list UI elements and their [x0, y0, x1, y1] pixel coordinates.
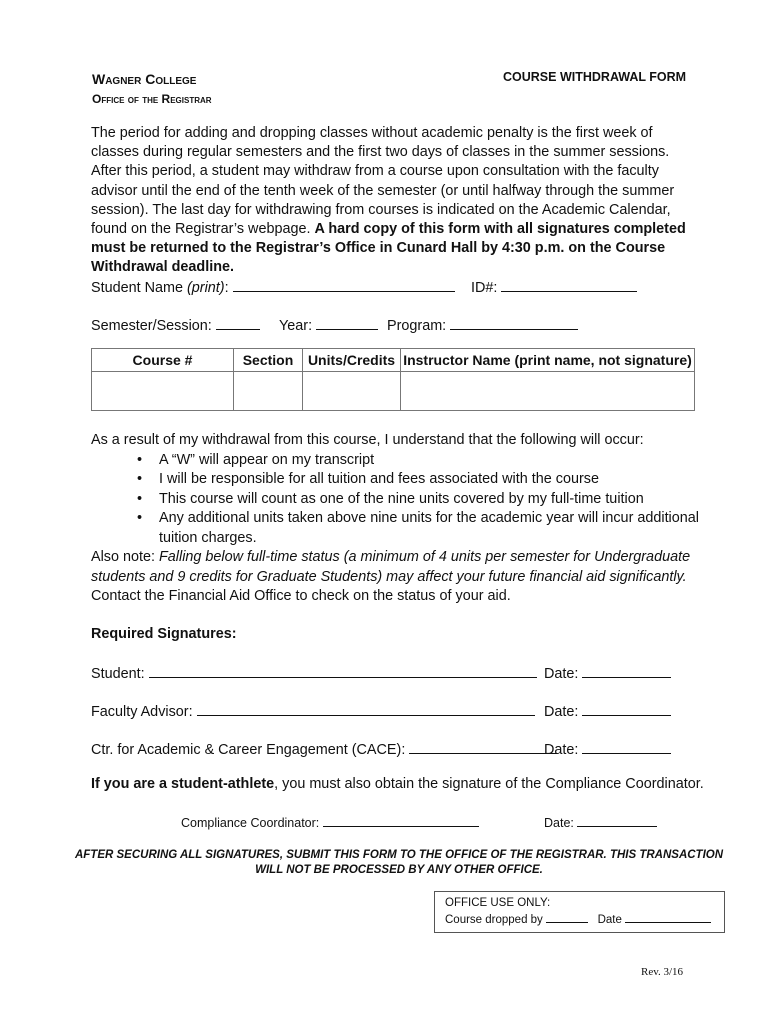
office-use-row	[445, 911, 724, 928]
compliance-signature-field[interactable]	[323, 814, 479, 827]
cace-signature-field[interactable]	[409, 739, 557, 754]
office-use-box	[434, 891, 725, 933]
student-name-field[interactable]	[233, 277, 455, 292]
student-signature-row	[91, 663, 537, 682]
student-date-row	[544, 663, 671, 682]
semester-row	[91, 315, 260, 335]
cace-date-field[interactable]	[582, 739, 671, 754]
id-label: ID#:	[471, 280, 498, 296]
advisor-date-field[interactable]	[582, 701, 671, 716]
financial-aid-note	[91, 548, 701, 587]
semester-label: Semester/Session:	[91, 318, 212, 334]
student-signature-label: Student:	[91, 666, 145, 682]
year-field[interactable]	[316, 315, 378, 330]
consequences-intro: As a result of my withdrawal from this course, I understand that the following will occur:	[91, 432, 644, 448]
list-item: • This course will count as one of the nine units covered by my full-time tuition	[159, 490, 701, 510]
cace-date-label: Date:	[544, 742, 579, 758]
cace-date-row	[544, 739, 671, 758]
student-date-label: Date:	[544, 666, 579, 682]
list-item: • Any additional units taken above nine units for the academic year will incur additional tuition charges.	[159, 509, 701, 548]
consequences-section	[91, 431, 701, 607]
note-contact: Contact the Financial Aid Office to check on the status of your aid.	[91, 588, 511, 604]
col-course-number: Course #	[92, 349, 234, 372]
student-name-row	[91, 277, 455, 297]
course-number-cell[interactable]	[92, 372, 234, 411]
athlete-rest: , you must also obtain the signature of the Compliance Coordinator.	[274, 776, 704, 792]
final-notice	[60, 848, 738, 878]
compliance-date-field[interactable]	[577, 814, 657, 827]
program-row	[387, 315, 578, 335]
athlete-note	[91, 776, 704, 792]
student-name-print-hint: (print)	[187, 280, 225, 296]
advisor-signature-label: Faculty Advisor:	[91, 704, 193, 720]
cace-signature-label: Ctr. for Academic & Career Engagement (CACE):	[91, 742, 406, 758]
course-table-header-row	[92, 349, 695, 372]
student-name-colon: :	[224, 280, 229, 296]
col-instructor-name: Instructor Name (print name, not signature)	[401, 349, 695, 372]
athlete-bold: If you are a student-athlete	[91, 776, 275, 792]
note-label: Also note:	[91, 549, 159, 565]
program-field[interactable]	[450, 315, 578, 330]
office-date-label: Date	[597, 914, 622, 926]
list-item: • I will be responsible for all tuition and fees associated with the course	[159, 470, 701, 490]
intro-text: The period for adding and dropping classes without academic penalty is the first week of classes during regular semesters and the first two days of classes in the summer sessions. After this period, a student may withdraw from a course upon consultation with the faculty advisor until the end of the tenth week of the semester (or until halfway through the summer session). The last day for withdrawing from courses is indicated on the Academic Calendar, found on the Registrar’s webpage.	[91, 125, 675, 238]
office-use-title: OFFICE USE ONLY:	[445, 897, 551, 909]
id-row	[471, 277, 637, 297]
advisor-date-row	[544, 701, 671, 720]
list-item: • A “W” will appear on my transcript	[159, 451, 701, 471]
header-block	[92, 70, 212, 108]
final-notice-line1: AFTER SECURING ALL SIGNATURES, SUBMIT THIS FORM TO THE OFFICE OF THE REGISTRAR. THIS TRANSACTION	[74, 849, 724, 861]
col-section: Section	[234, 349, 303, 372]
semester-field[interactable]	[216, 315, 260, 330]
dropped-by-label: Course dropped by	[445, 914, 543, 926]
instructor-cell[interactable]	[401, 372, 695, 411]
compliance-date-row	[544, 814, 657, 830]
compliance-label: Compliance Coordinator:	[181, 816, 320, 830]
compliance-date-label: Date:	[544, 816, 574, 830]
advisor-signature-field[interactable]	[197, 701, 535, 716]
year-label: Year:	[279, 318, 313, 334]
units-cell[interactable]	[303, 372, 401, 411]
college-name: Wagner College	[92, 71, 197, 87]
intro-bold-text: A hard copy of this form with all signatures completed must be returned to the Registrar’s Office in Cunard Hall by 4:30 p.m. on the Course Withdrawal deadline.	[91, 221, 686, 276]
program-label: Program:	[387, 318, 447, 334]
form-title: COURSE WITHDRAWAL FORM	[503, 70, 687, 84]
student-name-label: Student Name	[91, 280, 187, 296]
consequences-list	[91, 451, 701, 549]
note-italic: Falling below full-time status (a minimum of 4 units per semester for Undergraduate students and 9 credits for Graduate Students) may affect your future financial aid significantly.	[91, 549, 691, 585]
final-notice-line2: WILL NOT BE PROCESSED BY ANY OTHER OFFICE.	[255, 864, 543, 876]
office-date-field[interactable]	[625, 911, 711, 923]
student-date-field[interactable]	[582, 663, 671, 678]
id-field[interactable]	[501, 277, 637, 292]
compliance-row	[181, 814, 479, 830]
col-units-credits: Units/Credits	[303, 349, 401, 372]
advisor-date-label: Date:	[544, 704, 579, 720]
signatures-heading: Required Signatures:	[91, 626, 237, 642]
intro-paragraph	[91, 124, 691, 278]
advisor-signature-row	[91, 701, 535, 720]
dropped-by-field[interactable]	[546, 911, 588, 923]
course-table-row	[92, 372, 695, 411]
course-table	[91, 348, 695, 411]
revision-label: Rev. 3/16	[641, 966, 684, 978]
student-signature-field[interactable]	[149, 663, 537, 678]
office-name: Office of the Registrar	[92, 92, 212, 106]
year-row	[279, 315, 378, 335]
cace-signature-row	[91, 739, 557, 758]
section-cell[interactable]	[234, 372, 303, 411]
